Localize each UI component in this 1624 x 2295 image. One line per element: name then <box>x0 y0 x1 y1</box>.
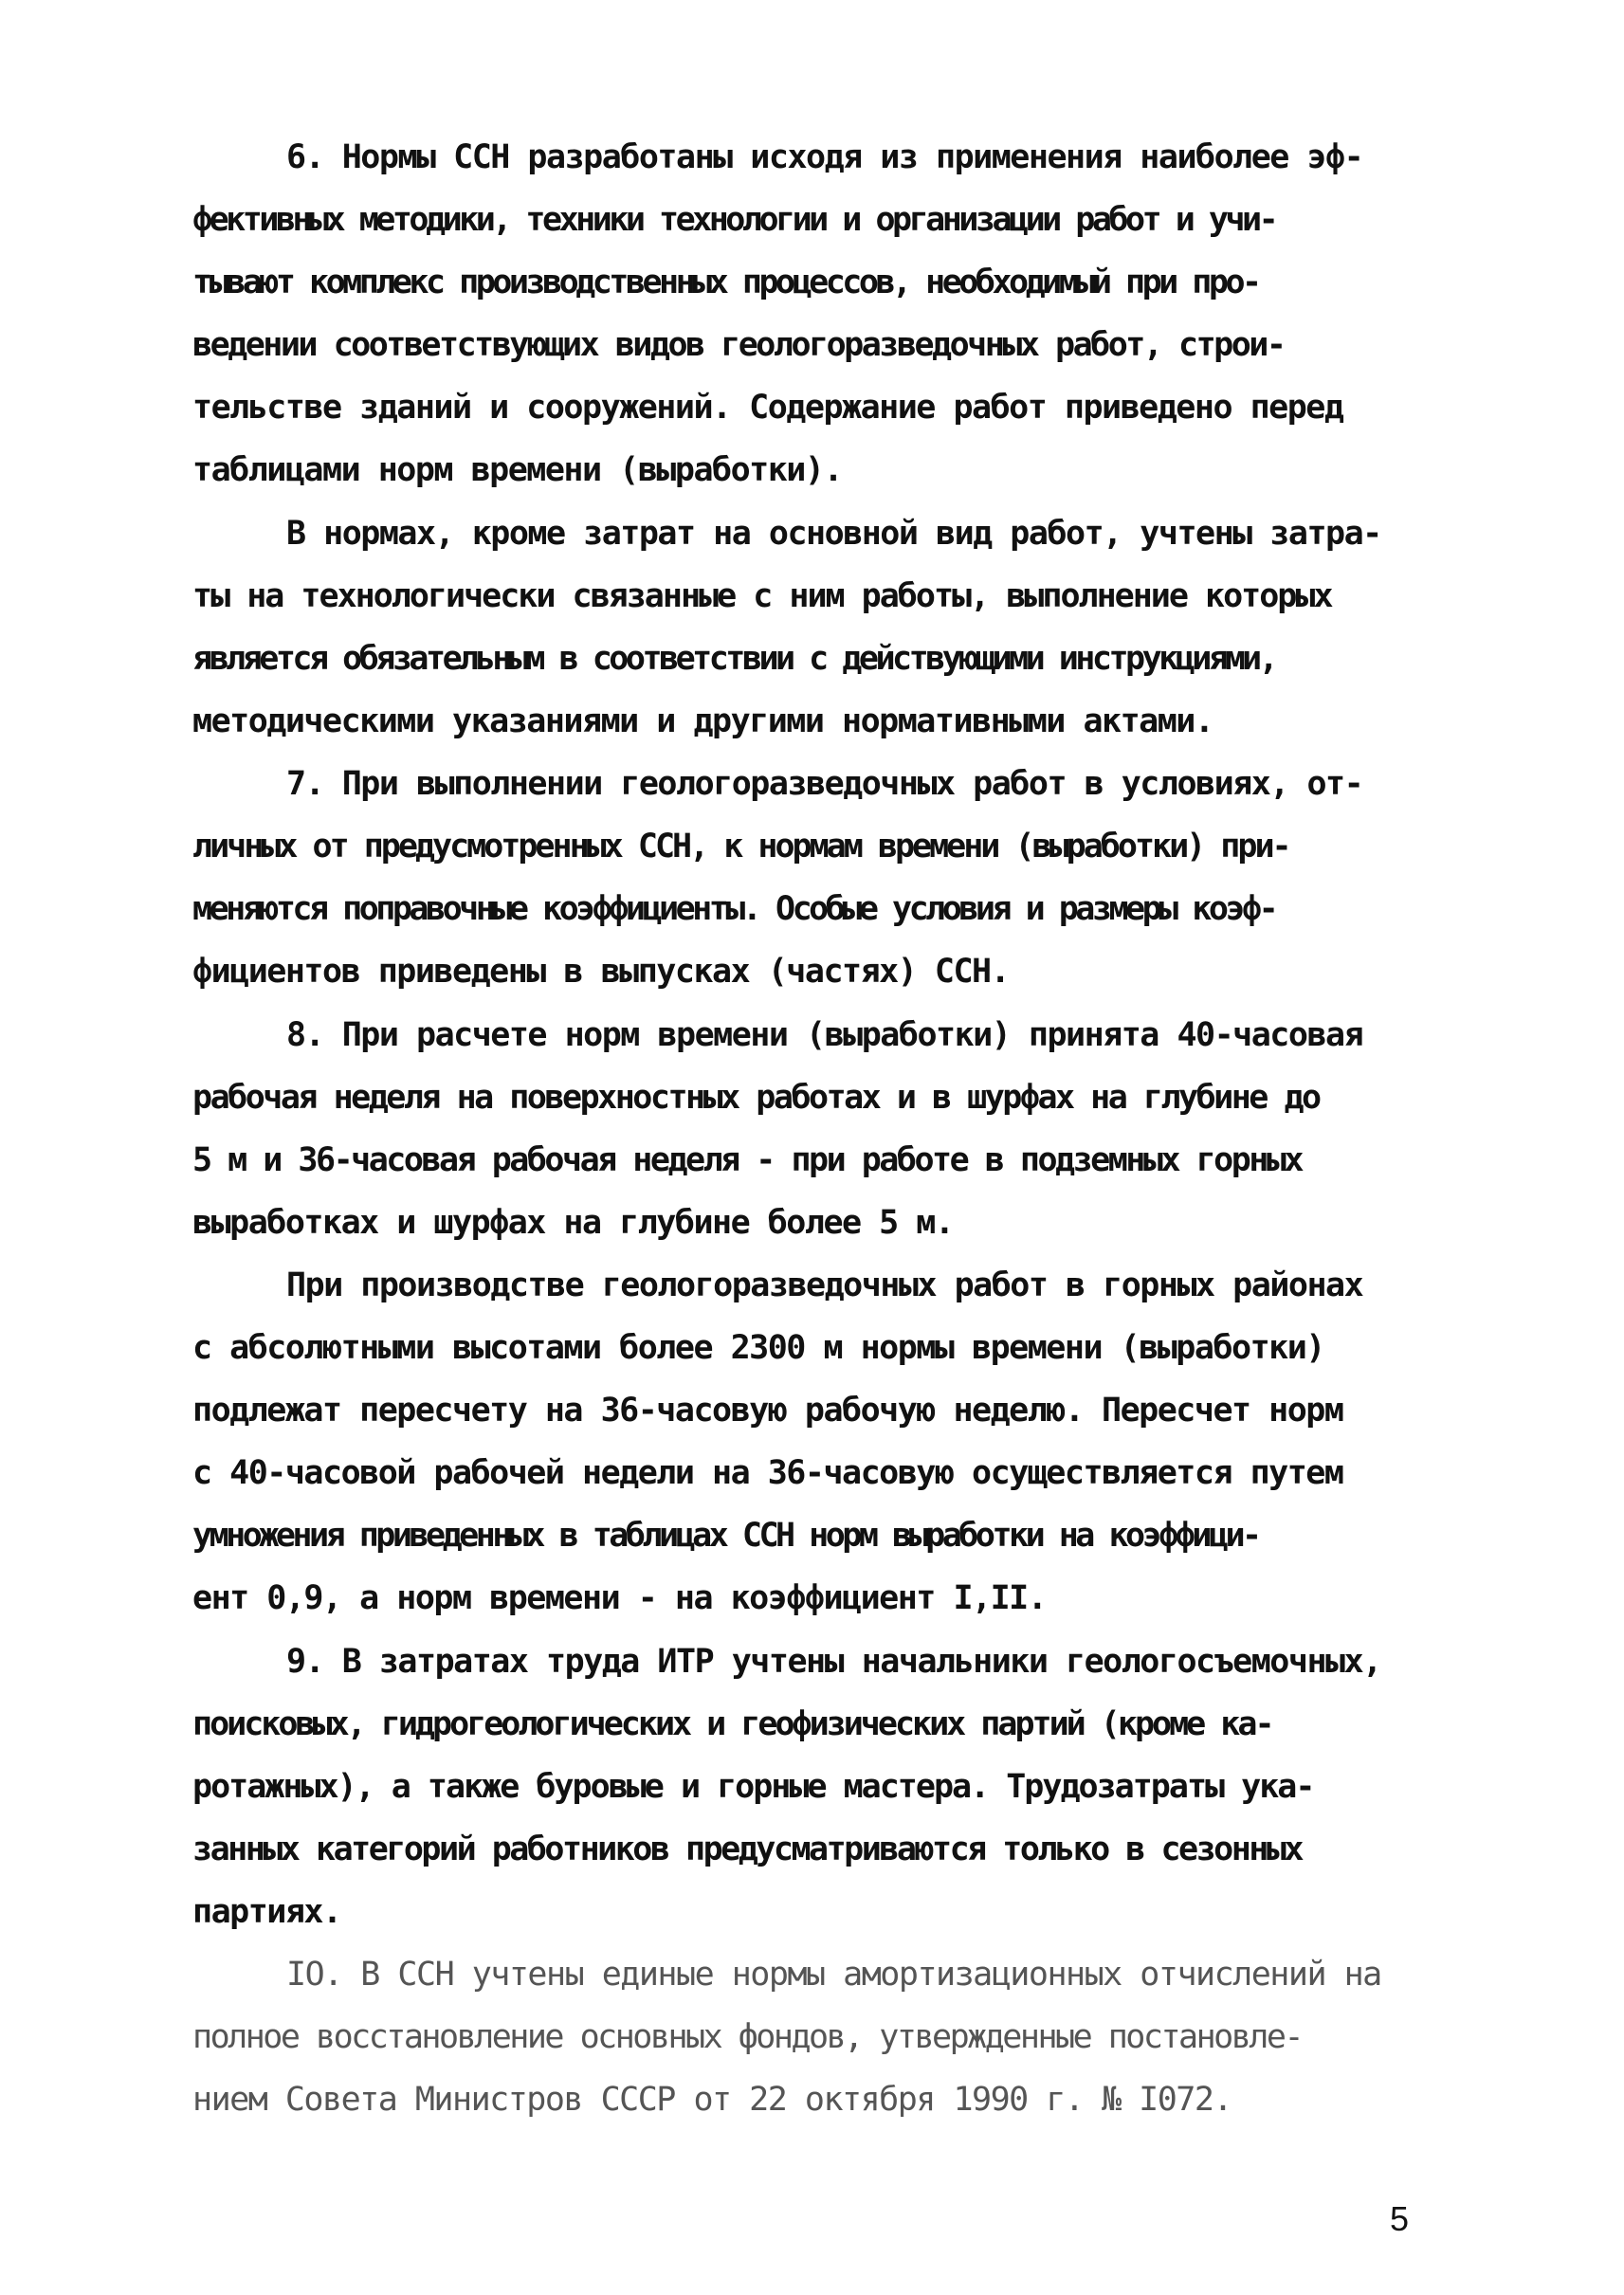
text-line: тывают комплекс производственных процессов, необходимый при про- <box>192 264 1259 301</box>
text-line: поисковых, гидрогеологических и геофизических партий (кроме ка- <box>192 1705 1272 1743</box>
text-line: 7. При выполнении геологоразведочных работ в условиях, от- <box>286 765 1363 803</box>
text-line: личных от предусмотренных ССН, к нормам времени (выработки) при- <box>192 828 1289 865</box>
text-line: умножения приведенных в таблицах ССН норм выработки на коэффици- <box>192 1517 1259 1555</box>
text-line: 9. В затратах труда ИТР учтены начальники геологосъемочных, <box>286 1643 1381 1681</box>
text-line: 6. Нормы ССН разработаны исходя из применения наиболее эф- <box>286 138 1363 176</box>
text-line: занных категорий работников предусматриваются только в сезонных <box>192 1831 1303 1868</box>
text-line: В нормах, кроме затрат на основной вид работ, учтены затра- <box>286 515 1381 553</box>
text-line: ротажных), а также буровые и горные мастера. Трудозатраты ука- <box>192 1768 1314 1806</box>
text-line: ент 0,9, а норм времени - на коэффициент I,II. <box>192 1579 1047 1617</box>
text-line: фективных методики, техники технологии и организации работ и учи- <box>192 201 1276 239</box>
text-line: ведении соответствующих видов геологоразведочных работ, строи- <box>192 326 1285 364</box>
text-line: нием Совета Министров СССР от 22 октября 1990 г. № I072. <box>192 2081 1232 2119</box>
text-line: меняются поправочные коэффициенты. Особые условия и размеры коэф- <box>192 890 1276 928</box>
text-line: таблицами норм времени (выработки). <box>192 451 843 489</box>
text-line: ты на технологически связанные с ним работы, выполнение которых <box>192 577 1332 615</box>
text-line: рабочая неделя на поверхностных работах и в шурфах на глубине до <box>192 1079 1320 1117</box>
text-line: 5 м и 36-часовая рабочая неделя - при работе в подземных горных <box>192 1141 1303 1179</box>
text-line: полное восстановление основных фондов, утвержденные постановле- <box>192 2018 1303 2056</box>
text-line: методическими указаниями и другими нормативными актами. <box>192 702 1213 740</box>
text-line: подлежат пересчету на 36-часовую рабочую неделю. Пересчет норм <box>192 1392 1343 1430</box>
page-number: 5 <box>1390 2199 1410 2238</box>
text-line: является обязательным в соответствии с действующими инструкциями, <box>192 640 1276 678</box>
text-line: партиях. <box>192 1893 341 1931</box>
text-line: При производстве геологоразведочных работ в горных районах <box>286 1266 1363 1304</box>
text-line: выработках и шурфах на глубине более 5 м. <box>192 1204 954 1242</box>
text-line: 8. При расчете норм времени (выработки) принята 40-часовая <box>286 1016 1363 1054</box>
text-line: IO. В ССН учтены единые нормы амортизационных отчислений на <box>286 1956 1381 1994</box>
text-line: с абсолютными высотами более 2300 м нормы времени (выработки) <box>192 1329 1324 1367</box>
text-line: с 40-часовой рабочей недели на 36-часовую осуществляется путем <box>192 1454 1343 1492</box>
text-line: фициентов приведены в выпусках (частях) ССН. <box>192 953 1010 991</box>
text-line: тельстве зданий и сооружений. Содержание работ приведено перед <box>192 389 1343 427</box>
